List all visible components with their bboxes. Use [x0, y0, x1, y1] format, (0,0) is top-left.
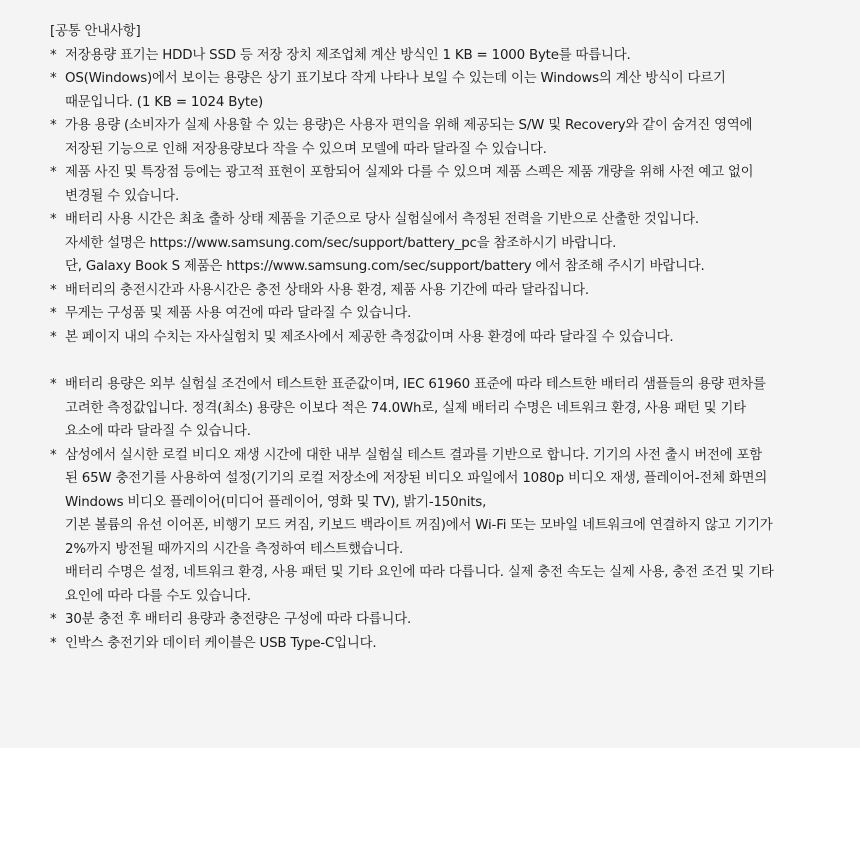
notice-item-line: 30분 충전 후 배터리 용량과 충전량은 구성에 따라 다릅니다.	[65, 612, 412, 627]
notice-item-line: 요인에 따라 다를 수도 있습니다.	[65, 588, 251, 604]
notice-item	[50, 608, 820, 632]
bullet-marker: *	[50, 118, 57, 133]
bullet-marker: *	[50, 306, 57, 321]
group-spacer	[50, 349, 820, 373]
notice-item-line: 배터리 사용 시간은 최초 출하 상태 제품을 기준으로 당사 실험실에서 측정된 전력을 기반으로 산출한 것입니다.	[65, 212, 699, 227]
notice-item	[50, 444, 820, 609]
notice-item	[50, 208, 820, 279]
notice-item-line: 변경될 수 있습니다.	[65, 188, 180, 204]
notice-item-line: 단, Galaxy Book S 제품은 https://www.samsung.com/sec/support/battery 에서 참조해 주시기 바랍니다.	[65, 259, 705, 274]
notice-item	[50, 373, 820, 444]
notice-item-line: 때문입니다. (1 KB = 1024 Byte)	[65, 94, 264, 110]
bullet-marker: *	[50, 71, 57, 86]
notice-item-line: 요소에 따라 달라질 수 있습니다.	[65, 424, 251, 439]
notice-item-line: 제품 사진 및 특장점 등에는 광고적 표현이 포함되어 실제와 다를 수 있으며 제품 스펙은 제품 개량을 위해 사전 예고 없이	[65, 165, 754, 180]
bullet-marker: *	[50, 447, 57, 463]
notice-item-line: 무게는 구성품 및 제품 사용 여건에 따라 달라질 수 있습니다.	[65, 306, 412, 321]
notice-item-line: 저장용량 표기는 HDD나 SSD 등 저장 장치 제조업체 계산 방식인 1 KB = 1000 Byte를 따릅니다.	[65, 47, 631, 63]
notice-item	[50, 632, 820, 656]
bullet-marker: *	[50, 612, 57, 627]
bullet-marker: *	[50, 635, 57, 651]
notice-item-line: 자세한 설명은 https://www.samsung.com/sec/support/battery_pc을 참조하시기 바랍니다.	[65, 235, 617, 251]
notice-heading: [공통 안내사항]	[50, 24, 141, 39]
bullet-marker: *	[50, 165, 57, 180]
notice-item-line: 기본 볼륨의 유선 이어폰, 비행기 모드 켜짐, 키보드 백라이트 꺼짐)에서 Wi-Fi 또는 모바일 네트워크에 연결하지 않고 기기가	[65, 518, 773, 533]
notice-item-line: 인박스 충전기와 데이터 케이블은 USB Type-C입니다.	[65, 635, 377, 651]
notice-item	[50, 44, 820, 68]
notice-item-line: 고려한 측정값입니다. 정격(최소) 용량은 이보다 적은 74.0Wh로, 실제 배터리 수명은 네트워크 환경, 사용 패턴 및 기타	[65, 400, 747, 416]
notice-item-line: 배터리 용량은 외부 실험실 조건에서 테스트한 표준값이며, IEC 61960 표준에 따라 테스트한 배터리 샘플들의 용량 편차를	[65, 377, 766, 392]
notice-item-line: OS(Windows)에서 보이는 용량은 상기 표기보다 작게 나타나 보일 수 있는데 이는 Windows의 계산 방식이 다르기	[65, 71, 726, 86]
notice-item	[50, 326, 820, 350]
notice-item-line: 본 페이지 내의 수치는 자사실험치 및 제조사에서 제공한 측정값이며 사용 환경에 따라 달라질 수 있습니다.	[65, 329, 674, 345]
notice-item-line: 삼성에서 실시한 로컬 비디오 재생 시간에 대한 내부 실험실 테스트 결과를 기반으로 합니다. 기기의 사전 출시 버전에 포함	[65, 447, 763, 463]
notice-item-line: 배터리의 충전시간과 사용시간은 충전 상태와 사용 환경, 제품 사용 기간에 따라 달라집니다.	[65, 282, 589, 298]
notice-item-line: 가용 용량 (소비자가 실제 사용할 수 있는 용량)은 사용자 편익을 위해 제공되는 S/W 및 Recovery와 같이 숨겨진 영역에	[65, 118, 753, 133]
notice-item-line: 2%까지 방전될 때까지의 시간을 측정하여 테스트했습니다.	[65, 541, 404, 557]
notice-item	[50, 114, 820, 161]
notice-item	[50, 161, 820, 208]
notice-item-line: Windows 비디오 플레이어(미디어 플레이어, 영화 및 TV), 밝기-150nits,	[65, 494, 487, 510]
notice-item-line: 배터리 수명은 설정, 네트워크 환경, 사용 패턴 및 기타 요인에 따라 다릅니다. 실제 충전 속도는 실제 사용, 충전 조건 및 기타	[65, 565, 774, 580]
notice-body	[50, 44, 820, 656]
notice-item-line: 된 65W 충전기를 사용하여 설정(기기의 로컬 저장소에 저장된 비디오 파일에서 1080p 비디오 재생, 플레이어-전체 화면의	[65, 471, 768, 486]
bullet-marker: *	[50, 47, 57, 63]
bullet-marker: *	[50, 212, 57, 227]
bullet-marker: *	[50, 329, 57, 345]
bullet-marker: *	[50, 282, 57, 298]
bullet-marker: *	[50, 377, 57, 392]
notice-item	[50, 67, 820, 114]
notice-item	[50, 302, 820, 326]
notice-item	[50, 279, 820, 303]
notice-item-line: 저장된 기능으로 인해 저장용량보다 작을 수 있으며 모델에 따라 달라질 수 있습니다.	[65, 141, 547, 157]
